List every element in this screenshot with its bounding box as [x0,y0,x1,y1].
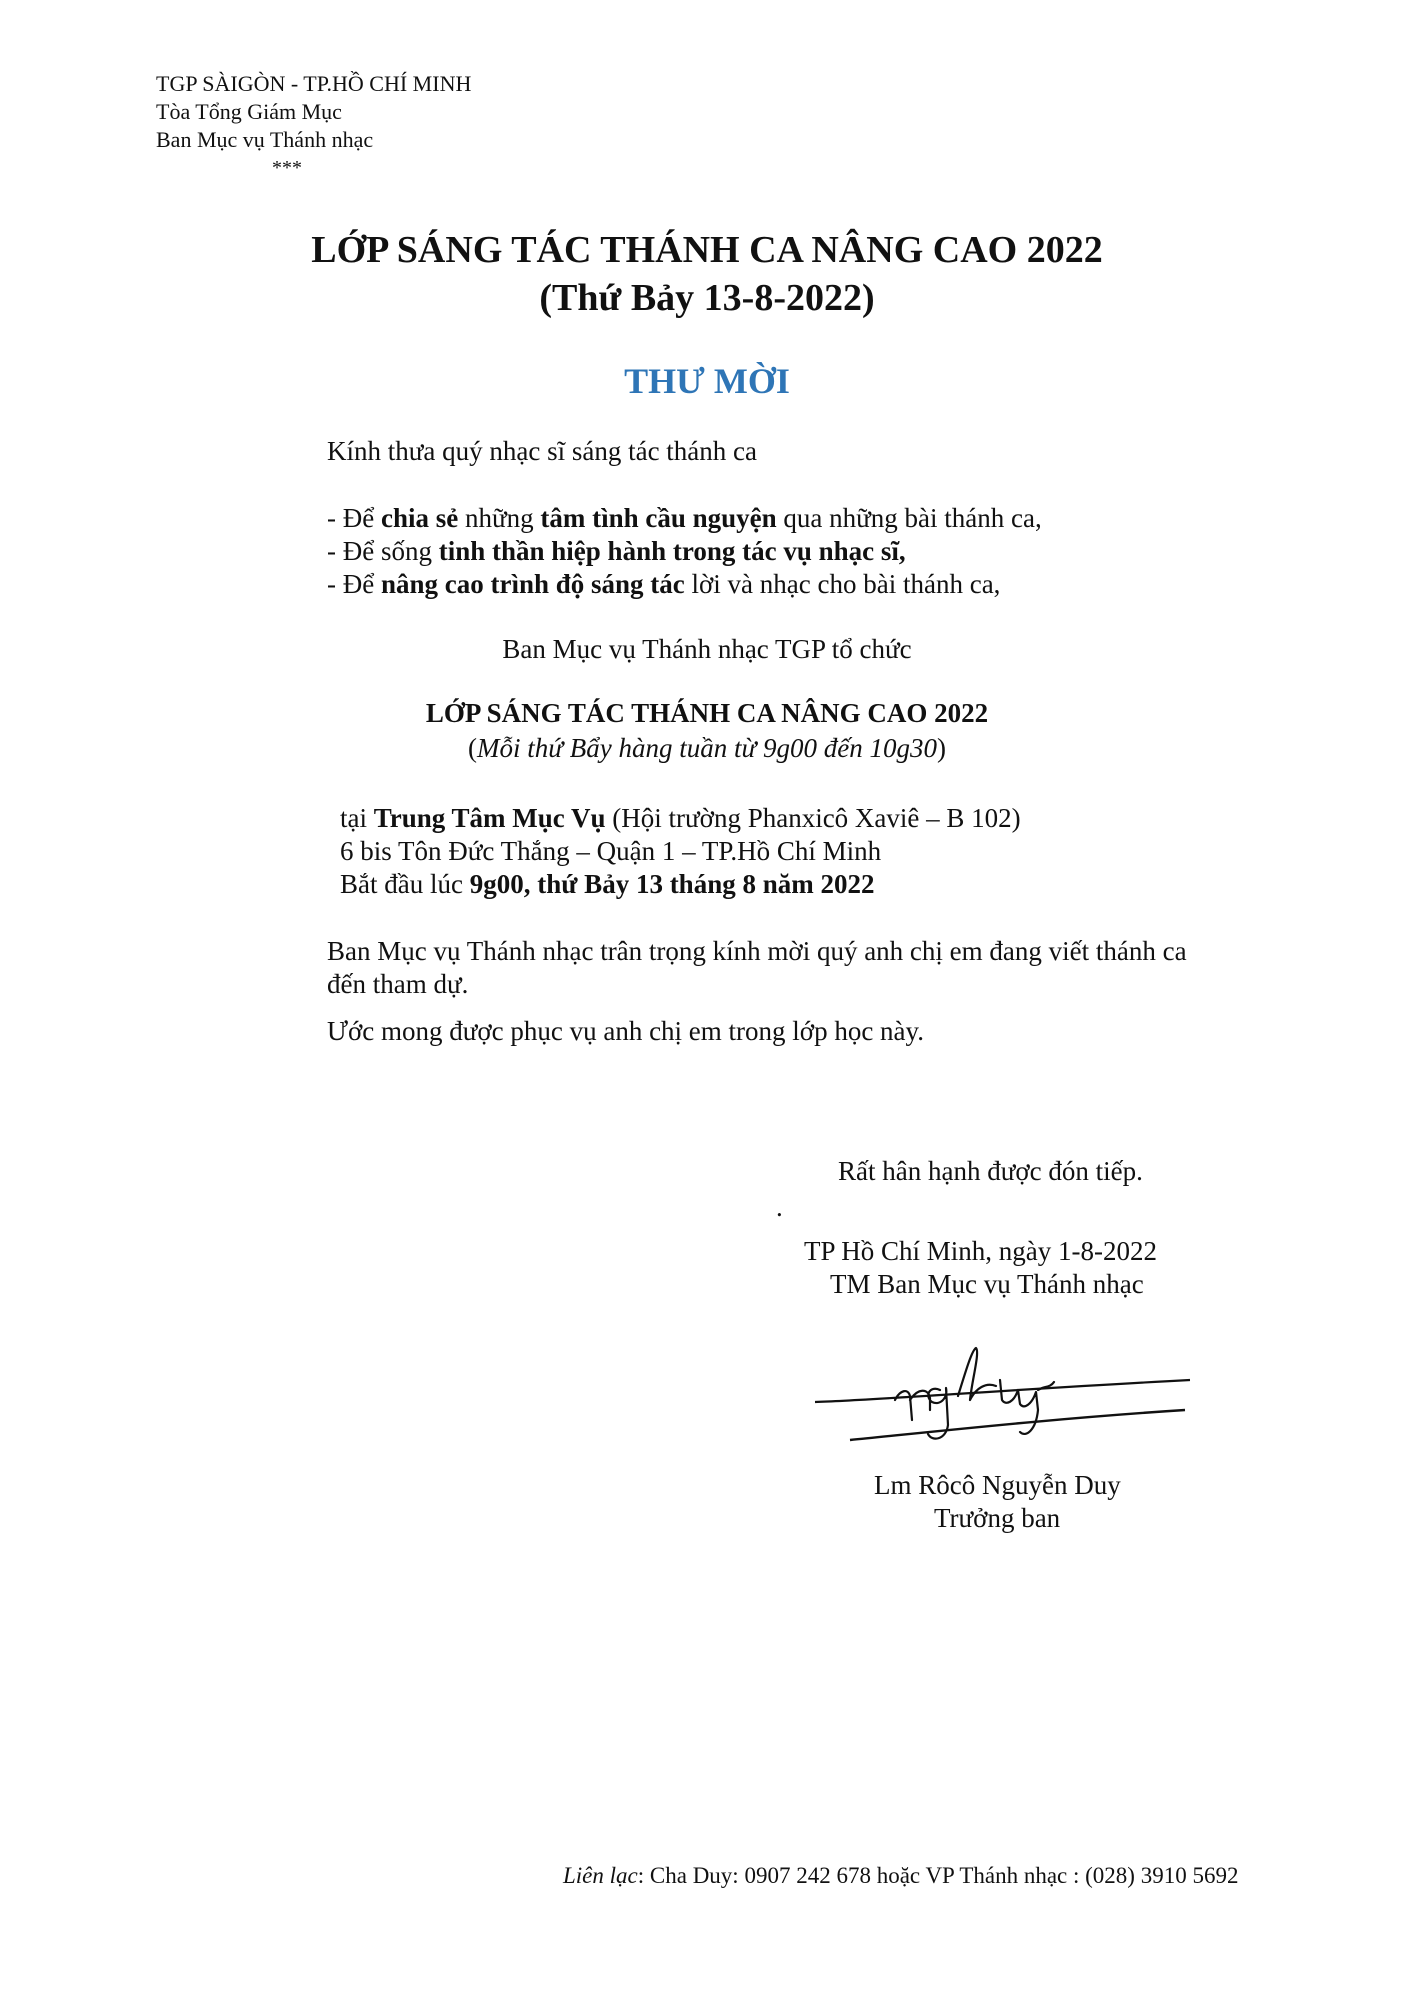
start-prefix: Bắt đầu lúc [340,869,470,899]
footer-contact [563,1863,1238,1889]
greeting: Kính thưa quý nhạc sĩ sáng tác thánh ca [327,436,758,466]
schedule-paren: ) [936,733,946,763]
purpose-text: qua những bài thánh ca, [776,503,1042,533]
place-date: TP Hồ Chí Minh, ngày 1-8-2022 [804,1236,1157,1266]
closing-line: Rất hân hạnh được đón tiếp. [838,1156,1143,1186]
signer-title: Trưởng ban [934,1503,1061,1533]
schedule-text: Mỗi thứ Bẩy hàng tuần từ 9g00 đến 10g30 [477,733,937,763]
purpose-text: - Để [327,503,381,533]
start-time-line [340,869,874,900]
invitation-line: Ban Mục vụ Thánh nhạc trân trọng kính mời quý anh chị em đang viết thánh ca [327,936,1187,966]
purpose-item [327,503,1042,534]
location-hall: (Hội trường Phanxicô Xaviê – B 102) [605,803,1021,833]
address-line: 6 bis Tôn Đức Thắng – Quận 1 – TP.Hồ Chí Minh [340,836,882,866]
header-department: Ban Mục vụ Thánh nhạc [156,127,374,152]
footer-label: Liên lạc [563,1863,638,1888]
location-line [340,803,1021,834]
class-name: LỚP SÁNG TÁC THÁNH CA NÂNG CAO 2022 [425,698,989,728]
header-office: Tòa Tổng Giám Mục [156,99,342,124]
signer-name: Lm Rôcô Nguyễn Duy [874,1470,1121,1500]
header-stars: *** [272,157,302,179]
location-prefix: tại [340,803,374,833]
signature-image [800,1330,1200,1460]
schedule-paren: ( [468,733,478,763]
location-center: Trung Tâm Mục Vụ [373,803,606,833]
purpose-bold: tinh thần hiệp hành trong tác vụ nhạc sĩ, [438,536,906,566]
purpose-text: lời và nhạc cho bài thánh ca, [684,569,1001,599]
purpose-item [327,536,906,567]
purpose-text: - Để [327,569,381,599]
schedule-line [0,733,1414,764]
organizer-line: Ban Mục vụ Thánh nhạc TGP tổ chức [502,634,912,664]
start-time: 9g00, thứ Bảy 13 tháng 8 năm 2022 [469,869,875,899]
purpose-bold: tâm tình cầu nguyện [540,503,777,533]
footer-text: : Cha Duy: 0907 242 678 hoặc VP Thánh nhạc : (028) 3910 5692 [637,1863,1239,1888]
header-archdiocese: TGP SÀIGÒN - TP.HỒ CHÍ MINH [156,71,472,96]
main-date: (Thứ Bảy 13-8-2022) [539,277,875,319]
purpose-text: những [458,503,541,533]
invitation-heading: THƯ MỜI [624,361,790,401]
purpose-text: - Để sống [327,536,439,566]
main-title: LỚP SÁNG TÁC THÁNH CA NÂNG CAO 2022 [311,229,1103,271]
purpose-bold: nâng cao trình độ sáng tác [380,569,685,599]
wish-line: Ước mong được phục vụ anh chị em trong lớp học này. [327,1016,925,1046]
invitation-line: đến tham dự. [327,969,469,999]
purpose-bold: chia sẻ [380,503,459,533]
purpose-item [327,569,1000,600]
stray-dot: . [776,1192,783,1222]
on-behalf: TM Ban Mục vụ Thánh nhạc [830,1269,1144,1299]
